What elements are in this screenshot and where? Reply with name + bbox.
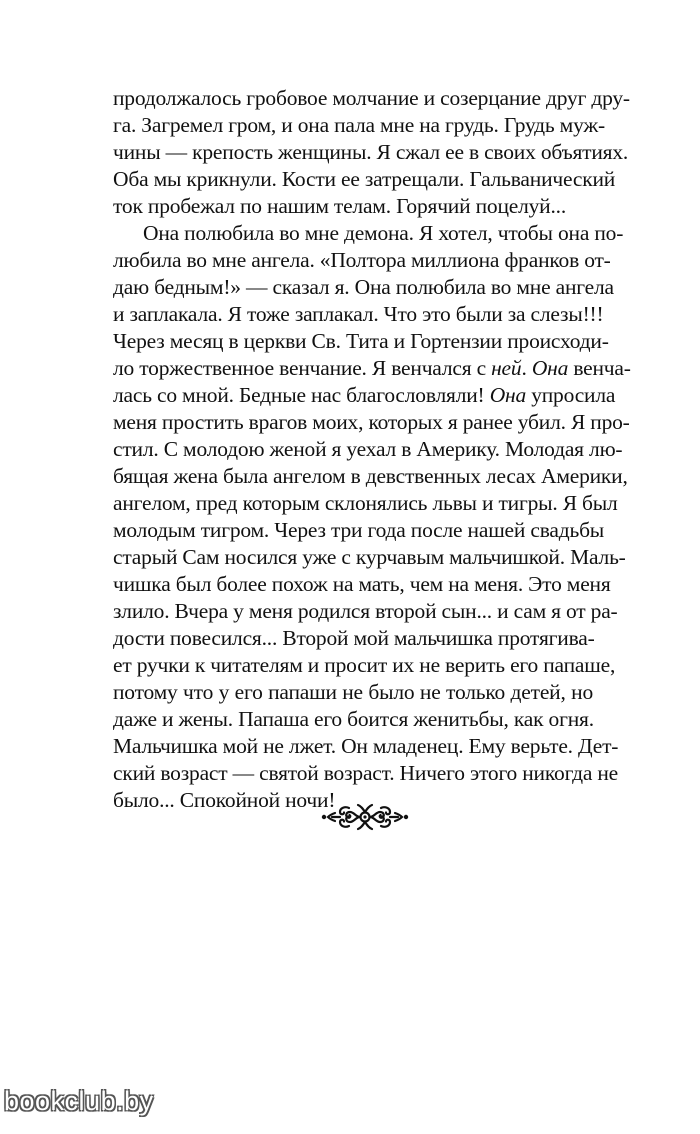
text-line: ет ручки к читателям и просит их не верить его папаше, xyxy=(113,653,616,677)
text-run: венча- xyxy=(568,356,631,380)
text-line: ский возраст — святой возраст. Ничего этого никогда не xyxy=(113,761,619,785)
text-line: Оба мы крикнули. Кости ее затрещали. Гальванический xyxy=(113,167,616,191)
text-line: даю бедным!» — сказал я. Она полюбила во мне ангела xyxy=(113,275,614,299)
text-run: лась со мной. Бедные нас благословляли! xyxy=(113,383,490,407)
text-line: чины — крепость женщины. Я сжал ее в своих объятиях. xyxy=(113,140,629,164)
text-line: продолжалось гробовое молчание и созерцание друг дру- xyxy=(113,86,630,110)
text-line: чишка был более похож на мать, чем на меня. Это меня xyxy=(113,572,611,596)
text-line: молодым тигром. Через три года после нашей свадьбы xyxy=(113,518,605,542)
text-line: любила во мне ангела. «Полтора миллиона франков от- xyxy=(113,248,611,272)
text-line: ангелом, пред которым склонялись львы и тигры. Я был xyxy=(113,491,618,515)
text-run: . xyxy=(521,356,532,380)
text-line: и заплакала. Я тоже заплакал. Что это были за слезы!!! xyxy=(113,302,604,326)
text-line: стил. С молодою женой я уехал в Америку. Молодая лю- xyxy=(113,437,623,461)
text-line: Она полюбила во мне демона. Я хотел, чтобы она по- xyxy=(143,221,624,245)
text-line: злило. Вчера у меня родился второй сын... и сам я от ра- xyxy=(113,599,618,623)
text-line: было... Спокойной ночи! xyxy=(113,788,336,812)
text-line xyxy=(113,382,616,409)
watermark: bookclub.by xyxy=(4,1086,154,1116)
text-line xyxy=(113,355,631,382)
body-text xyxy=(113,85,631,814)
text-line: бящая жена была ангелом в девственных лесах Америки, xyxy=(113,464,628,488)
text-run: ло торжественное венчание. Я венчался с xyxy=(113,356,492,380)
text-line: даже и жены. Папаша его боится женитьбы, как огня. xyxy=(113,707,594,731)
text-line: га. Загремел гром, и она пала мне на грудь. Грудь муж- xyxy=(113,113,605,137)
text-line: Мальчишка мой не лжет. Он младенец. Ему верьте. Дет- xyxy=(113,734,619,758)
text-line: ток пробежал по нашим телам. Горячий поцелуй... xyxy=(113,194,567,218)
italic-text: Она xyxy=(531,356,569,380)
text-line: дости повесился... Второй мой мальчишка протягива- xyxy=(113,626,595,650)
text-line: меня простить врагов моих, которых я ранее убил. Я про- xyxy=(113,410,630,434)
text-line: старый Сам носился уже с курчавым мальчишкой. Маль- xyxy=(113,545,626,569)
fleuron-ornament-icon xyxy=(320,800,410,834)
italic-text: Она xyxy=(489,383,527,407)
text-line: потому что у его папаши не было не только детей, но xyxy=(113,680,593,704)
italic-text: ней xyxy=(491,356,522,380)
text-run: упросила xyxy=(526,383,616,407)
text-line: Через месяц в церкви Св. Тита и Гортензии происходи- xyxy=(113,329,609,353)
